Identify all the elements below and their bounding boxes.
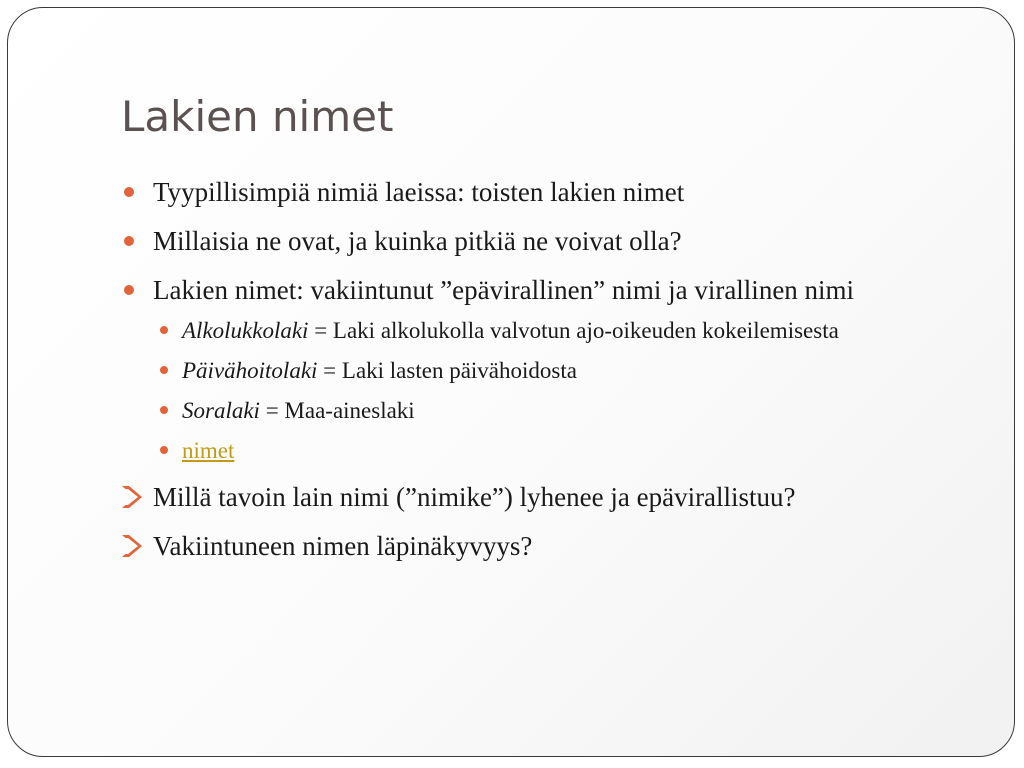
bullet-item [121,223,951,260]
slide-content [121,174,951,577]
bullet-text: Lakien nimet: vakiintunut ”epävirallinen” nimi ja virallinen nimi [153,275,855,305]
nimet-link[interactable]: nimet [182,438,235,463]
law-short-name: Soralaki [182,398,260,423]
question-item [121,528,951,565]
round-bullet-icon [160,366,168,374]
bullet-item [121,272,951,309]
bullet-text: Tyypillisimpiä nimiä laeissa: toisten lakien nimet [153,177,685,207]
law-official-name: = Laki lasten päivähoidosta [317,358,577,383]
round-bullet-icon [124,187,134,197]
question-text: Vakiintuneen nimen läpinäkyvyys? [153,531,533,561]
bullet-text: Millaisia ne ovat, ja kuinka pitkiä ne voivat olla? [153,226,682,256]
law-official-name: = Maa-aineslaki [259,398,415,423]
round-bullet-icon [124,285,134,295]
arrow-bullet-icon [121,533,143,559]
law-short-name: Päivähoitolaki [182,358,318,383]
sub-bullet-item [121,355,951,387]
round-bullet-icon [160,406,168,414]
slide [7,7,1015,757]
law-short-name: Alkolukkolaki [182,318,309,343]
question-text: Millä tavoin lain nimi (”nimike”) lyhenee ja epävirallistuu? [153,482,796,512]
arrow-bullet-icon [121,484,143,510]
round-bullet-icon [160,326,168,334]
sub-bullet-item [121,395,951,427]
round-bullet-icon [160,446,168,454]
question-item [121,479,951,516]
bullet-item [121,174,951,211]
round-bullet-icon [124,236,134,246]
slide-title: Lakien nimet [121,92,394,141]
sub-bullet-item [121,435,951,467]
sub-bullet-item [121,315,951,347]
law-official-name: = Laki alkolukolla valvotun ajo-oikeuden kokeilemisesta [308,318,839,343]
